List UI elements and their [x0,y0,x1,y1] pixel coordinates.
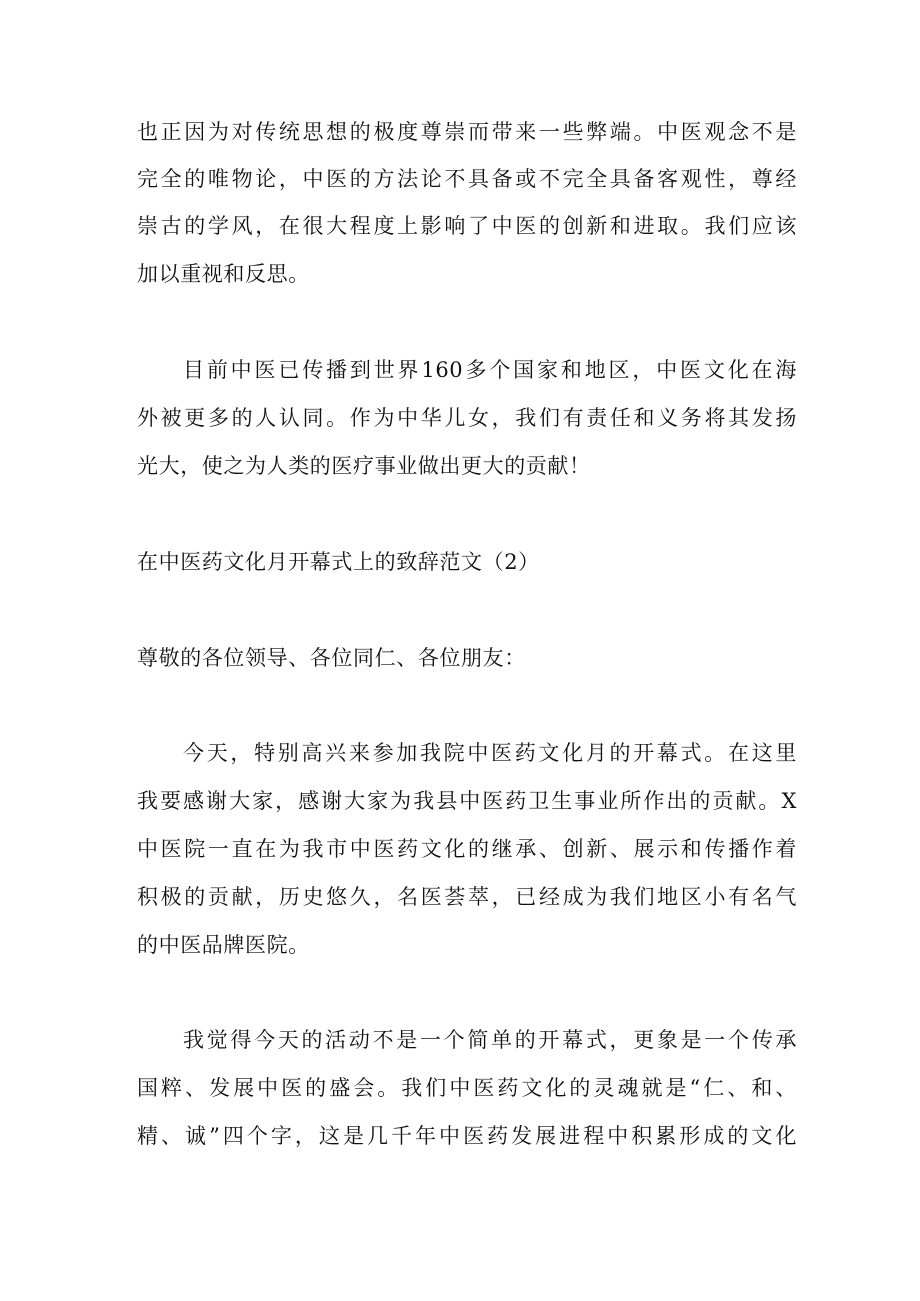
paragraph-3-line-4: 积极的贡献，历史悠久，名医荟萃，已经成为我们地区小有名气 [137,885,797,909]
paragraph-4-line-1: 我觉得今天的活动不是一个简单的开幕式，更象是一个传承 [183,1028,797,1052]
paragraph-4-line-2: 国粹、发展中医的盛会。我们中医药文化的灵魂就是“仁、和、 [137,1076,797,1100]
paragraph-3-line-5: 的中医品牌医院。 [137,933,310,957]
section-title: 在中医药文化月开幕式上的致辞范文（2） [137,550,540,574]
paragraph-1-line-2: 完全的唯物论，中医的方法论不具备或不完全具备客观性，尊经 [137,167,797,191]
paragraph-1-line-1: 也正因为对传统思想的极度尊崇而带来一些弊端。中医观念不是 [137,120,797,144]
paragraph-1-line-4: 加以重视和反思。 [137,262,310,286]
paragraph-3-line-1: 今天，特别高兴来参加我院中医药文化月的开幕式。在这里 [183,741,797,765]
paragraph-2-line-1: 目前中医已传播到世界160多个国家和地区，中医文化在海 [183,358,797,382]
paragraph-3-line-3: 中医院一直在为我市中医药文化的继承、创新、展示和传播作着 [137,837,797,861]
paragraph-2-line-2: 外被更多的人认同。作为中华儿女，我们有责任和义务将其发扬 [137,406,797,430]
salutation: 尊敬的各位领导、各位同仁、各位朋友： [137,646,526,670]
paragraph-4-line-3: 精、诚”四个字，这是几千年中医药发展进程中积累形成的文化 [137,1124,797,1148]
paragraph-1-line-3: 崇古的学风，在很大程度上影响了中医的创新和进取。我们应该 [137,214,797,238]
paragraph-2-line-3: 光大，使之为人类的医疗事业做出更大的贡献！ [137,454,591,478]
paragraph-3-line-2: 我要感谢大家，感谢大家为我县中医药卫生事业所作出的贡献。X [137,789,797,813]
